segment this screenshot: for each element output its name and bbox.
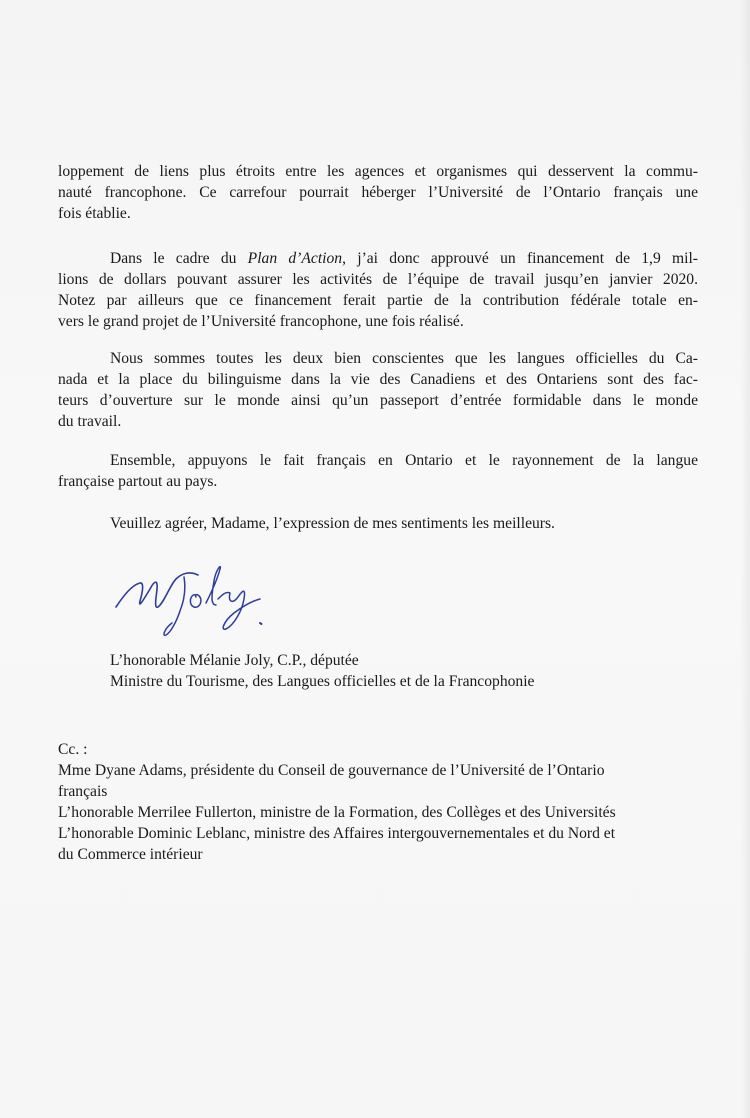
cc-recipient: Mme Dyane Adams, présidente du Conseil de gouvernance de l’Université de l’Ontario: [58, 762, 605, 779]
signature-block: [110, 650, 534, 692]
signature-stroke-j: [164, 577, 185, 635]
plan-daction-italic: Plan d’Action: [247, 250, 343, 267]
paragraph-2: [58, 248, 698, 332]
signature-stroke-m: [116, 573, 198, 607]
cc-label: Cc. :: [58, 741, 88, 758]
cc-recipient: L’honorable Merrilee Fullerton, ministre de la Formation, des Collèges et des Universités: [58, 804, 616, 821]
cc-recipient: L’honorable Dominic Leblanc, ministre des Affaires intergouvernementales et du Nord et: [58, 825, 616, 842]
signature-dot: [260, 623, 262, 624]
text-line: lions de dollars pouvant assurer les activités de l’équipe de travail jusqu’en janvier 2020.: [58, 271, 698, 288]
signatory-title: Ministre du Tourisme, des Langues officielles et de la Francophonie: [110, 673, 535, 690]
paragraph-4: [58, 450, 698, 492]
text-fragment: , j’ai donc approuvé un financement de 1,9 mil-: [342, 250, 698, 267]
handwritten-signature: [110, 555, 285, 645]
text-line: Ensemble, appuyons le fait français en Ontario et le rayonnement de la langue: [110, 452, 698, 469]
cc-list: [58, 739, 718, 865]
text-line: Nous sommes toutes les deux bien conscientes que les langues officielles du Ca-: [110, 350, 698, 367]
text-fragment: Dans le cadre du: [110, 250, 248, 267]
text-line: [58, 248, 698, 269]
text-line: Notez par ailleurs que ce financement ferait partie de la contribution fédérale totale en-: [58, 292, 698, 309]
page-edge-shadow: [740, 0, 750, 1118]
paragraph-3: [58, 348, 698, 432]
text-line: fois établie.: [58, 205, 131, 222]
signature-strokes: [116, 567, 262, 636]
text-line: teurs d’ouverture sur le monde ainsi qu’un passeport d’entrée formidable dans le monde: [58, 392, 698, 409]
text-line: nauté francophone. Ce carrefour pourrait héberger l’Université de l’Ontario français une: [58, 184, 698, 201]
text-line: nada et la place du bilinguisme dans la vie des Canadiens et des Ontariens sont des fac-: [58, 371, 698, 388]
signature-stroke-y: [218, 591, 260, 629]
closing-formula: Veuillez agréer, Madame, l’expression de mes sentiments les meilleurs.: [110, 515, 555, 532]
signature-stroke-o: [190, 595, 201, 608]
text-line: loppement de liens plus étroits entre les agences et organismes qui desservent la commu-: [58, 163, 698, 180]
cc-recipient: du Commerce intérieur: [58, 846, 203, 863]
paragraph-1: [58, 161, 698, 224]
cc-recipient: français: [58, 783, 108, 800]
signatory-name: L’honorable Mélanie Joly, C.P., députée: [110, 652, 359, 669]
text-line: du travail.: [58, 413, 122, 430]
text-line: vers le grand projet de l’Université francophone, une fois réalisé.: [58, 313, 464, 330]
text-line: française partout au pays.: [58, 473, 218, 490]
